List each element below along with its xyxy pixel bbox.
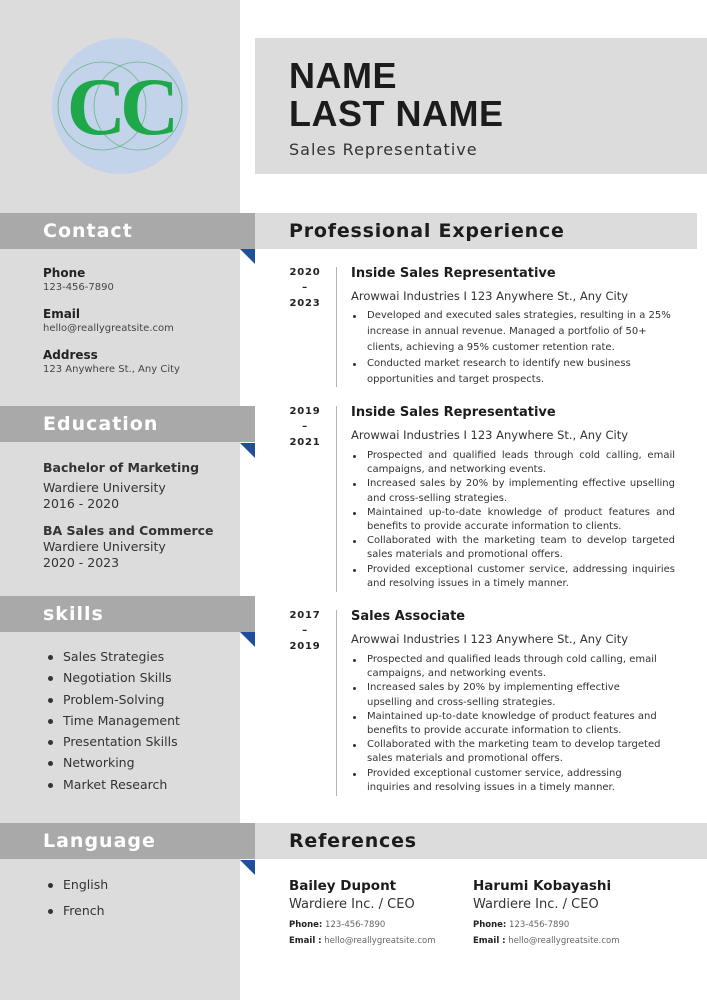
reference-email (473, 936, 620, 947)
reference-name: Harumi Kobayashi (473, 878, 612, 894)
skills-accent (240, 632, 255, 647)
responsibilities (351, 449, 675, 591)
list-item: Networking (48, 755, 180, 776)
language-heading: Language (43, 830, 156, 852)
first-name: NAME (289, 55, 397, 96)
list-item: Conducted market research to identify new business opportunities and target prospects. (351, 356, 675, 388)
language-accent (240, 860, 255, 875)
experience-entry (255, 265, 707, 390)
contact-band (0, 213, 255, 249)
timeline-divider (336, 610, 337, 796)
phone-label: Phone: (289, 920, 323, 930)
list-item: Developed and executed sales strategies, resulting in a 25% increase in annual revenue. Managed a portfolio of 50+ clients, achieving a 95% customer retention rate. (351, 308, 675, 356)
reference-card (473, 878, 620, 947)
end-year: 2023 (289, 298, 321, 309)
skills-heading: skills (43, 603, 104, 625)
list-item: Problem-Solving (48, 692, 180, 713)
list-item: Collaborated with the marketing team to develop targeted sales materials and promotional offers. (351, 738, 667, 766)
list-item: Maintained up-to-date knowledge of product features and benefits to provide accurate information to clients. (351, 506, 675, 534)
company: Arowwai Industries I 123 Anywhere St., Any City (351, 289, 629, 303)
education-item (43, 523, 214, 571)
list-item: Time Management (48, 713, 180, 734)
list-item: Provided exceptional customer service, addressing inquiries and resolving issues in a timely manner. (351, 767, 667, 795)
language-band (0, 823, 255, 859)
reference-org: Wardiere Inc. / CEO (289, 897, 415, 912)
email-label: Email : (289, 936, 322, 946)
address-label: Address (43, 348, 98, 362)
phone-value: 123-456-7890 (509, 920, 570, 930)
education-accent (240, 443, 255, 458)
start-year: 2020 (289, 267, 321, 278)
start-year: 2019 (289, 406, 321, 417)
list-item: Collaborated with the marketing team to develop targeted sales materials and promotional offers. (351, 534, 675, 562)
phone-label: Phone (43, 266, 86, 280)
list-item: Increased sales by 20% by implementing effective upselling and cross-selling strategies. (351, 681, 667, 709)
responsibilities (351, 653, 667, 795)
language-list (48, 877, 108, 924)
list-item: Negotiation Skills (48, 670, 180, 691)
email-value: hello@reallygreatsite.com (43, 323, 174, 334)
timeline-divider (336, 267, 337, 387)
school: Wardiere University (43, 480, 166, 495)
company: Arowwai Industries I 123 Anywhere St., Any City (351, 632, 629, 646)
experience-heading: Professional Experience (289, 220, 565, 242)
email-value: hello@reallygreatsite.com (324, 936, 436, 946)
email-value: hello@reallygreatsite.com (508, 936, 620, 946)
position-title: Sales Associate (351, 609, 466, 624)
list-item: Increased sales by 20% by implementing effective upselling and cross-selling strategies. (351, 477, 675, 505)
list-item: Prospected and qualified leads through cold calling, email campaigns, and networking events. (351, 449, 675, 477)
phone-value: 123-456-7890 (325, 920, 386, 930)
reference-phone (289, 920, 436, 931)
email-label: Email (43, 307, 81, 321)
education-band (0, 406, 255, 442)
year-dash: – (302, 421, 308, 432)
end-year: 2019 (289, 641, 321, 652)
list-item: Market Research (48, 777, 180, 798)
last-name: LAST NAME (289, 93, 504, 134)
email-label: Email : (473, 936, 506, 946)
year-dash: – (302, 282, 308, 293)
reference-org: Wardiere Inc. / CEO (473, 897, 599, 912)
skills-band (0, 596, 255, 632)
name-header (255, 38, 707, 174)
contact-heading: Contact (43, 220, 133, 242)
contact-phone (43, 266, 114, 294)
list-item: English (48, 877, 108, 903)
monogram-logo (52, 38, 188, 174)
year-dash: – (302, 625, 308, 636)
years: 2020 - 2023 (43, 555, 120, 570)
experience-band (255, 213, 697, 249)
education-heading: Education (43, 413, 159, 435)
position-title: Inside Sales Representative (351, 266, 556, 281)
skills-list (48, 649, 180, 798)
years: 2016 - 2020 (43, 496, 120, 511)
reference-name: Bailey Dupont (289, 878, 397, 894)
education-item (43, 460, 199, 512)
list-item: Provided exceptional customer service, addressing inquiries and resolving issues in a timely manner. (351, 563, 675, 591)
list-item: Sales Strategies (48, 649, 180, 670)
degree: BA Sales and Commerce (43, 523, 214, 538)
contact-address (43, 348, 180, 376)
references-heading: References (289, 830, 417, 852)
phone-label: Phone: (473, 920, 507, 930)
contact-email (43, 307, 174, 335)
company: Arowwai Industries I 123 Anywhere St., Any City (351, 428, 629, 442)
references-band (255, 823, 707, 859)
phone-value: 123-456-7890 (43, 282, 114, 293)
list-item: Presentation Skills (48, 734, 180, 755)
school: Wardiere University (43, 539, 166, 554)
position-title: Inside Sales Representative (351, 405, 556, 420)
reference-card (289, 878, 436, 947)
experience-entry (255, 404, 707, 594)
start-year: 2017 (289, 610, 321, 621)
list-item: French (48, 903, 108, 924)
timeline-divider (336, 406, 337, 592)
degree: Bachelor of Marketing (43, 460, 200, 475)
responsibilities (351, 308, 675, 388)
reference-email (289, 936, 436, 947)
contact-accent (240, 249, 255, 264)
job-title: Sales Representative (289, 140, 478, 159)
list-item: Prospected and qualified leads through cold calling, email campaigns, and networking events. (351, 653, 667, 681)
monogram-letters: CC (66, 61, 174, 152)
experience-entry (255, 608, 707, 798)
list-item: Maintained up-to-date knowledge of product features and benefits to provide accurate information to clients. (351, 710, 667, 738)
reference-phone (473, 920, 620, 931)
address-value: 123 Anywhere St., Any City (43, 364, 180, 375)
end-year: 2021 (289, 437, 321, 448)
